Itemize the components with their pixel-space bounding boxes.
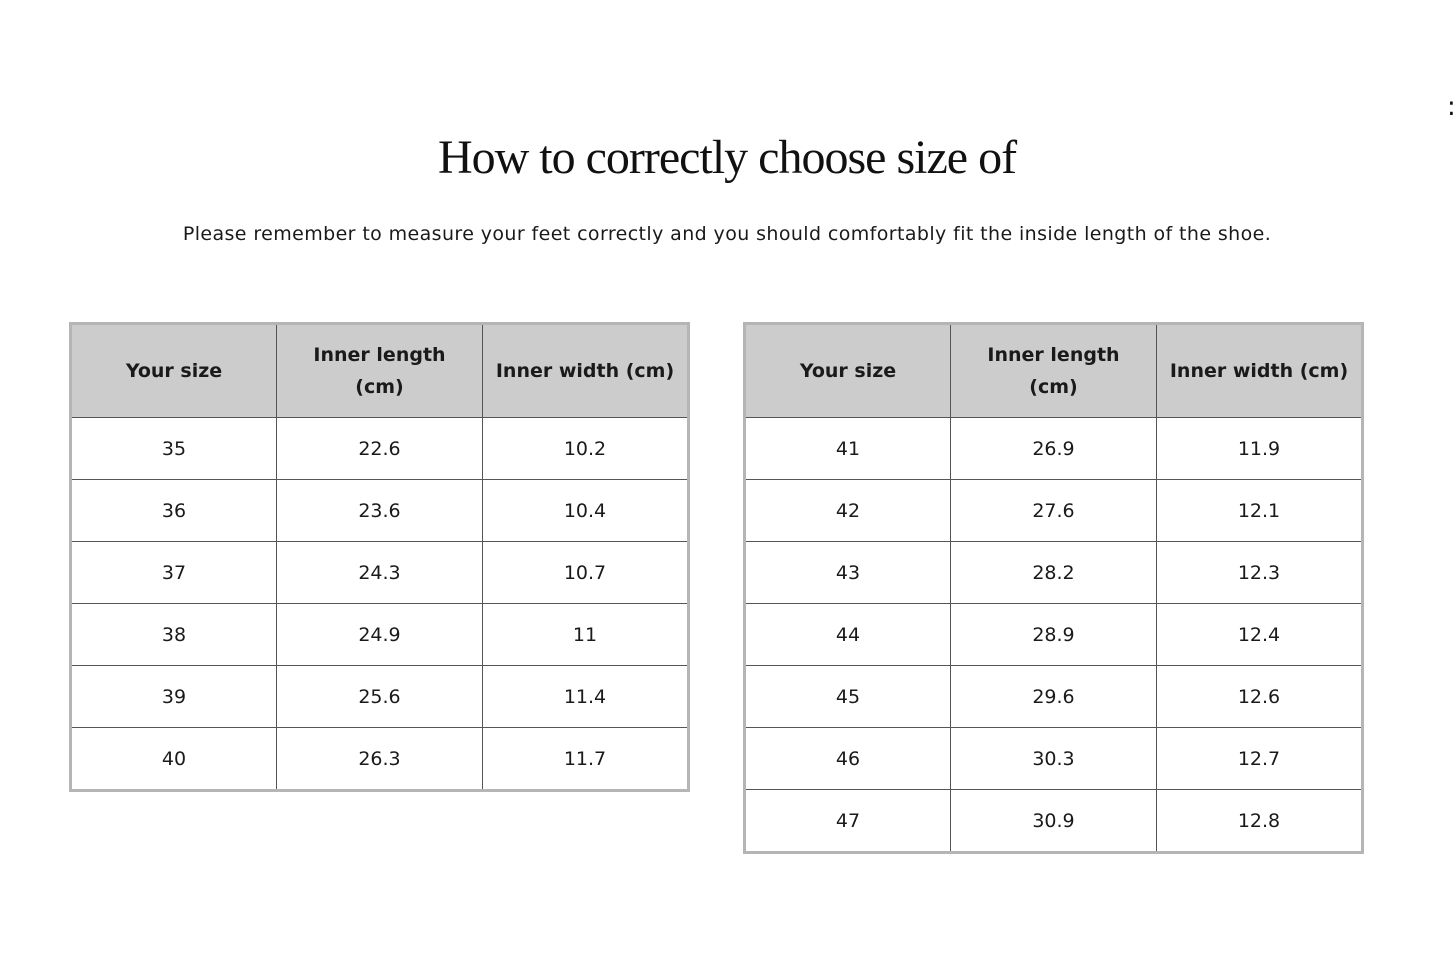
table-row [71, 728, 689, 791]
cell-length: 22.6 [277, 418, 483, 480]
cell-width: 12.3 [1157, 542, 1363, 604]
table-row [745, 542, 1363, 604]
cell-length: 26.3 [277, 728, 483, 791]
cell-length: 28.2 [951, 542, 1157, 604]
cell-width: 11.7 [563, 747, 607, 770]
cell-length: 30.9 [951, 790, 1157, 853]
table-row [71, 480, 689, 542]
cell-size: 39 [71, 666, 277, 728]
table-header-row [745, 324, 1363, 418]
edge-glyph: : [1447, 92, 1456, 122]
cell-size: 41 [745, 418, 951, 480]
table-row [745, 418, 1363, 480]
table-row [745, 480, 1363, 542]
cell-size: 43 [745, 542, 951, 604]
cell-size: 40 [71, 728, 277, 791]
cell-size: 38 [71, 604, 277, 666]
cell-length: 23.6 [277, 480, 483, 542]
table-row [745, 666, 1363, 728]
header-inner-width: Inner width (cm) [1157, 324, 1363, 418]
page-subtitle: Please remember to measure your feet correctly and you should comfortably fit the inside length of the shoe. [182, 223, 1272, 245]
cell-width: 10.2 [483, 418, 689, 480]
table-row [71, 604, 689, 666]
cell-width: 12.8 [1237, 809, 1281, 832]
cell-size: 36 [71, 480, 277, 542]
header-inner-length: Inner length (cm) [277, 324, 483, 418]
table-row [71, 666, 689, 728]
header-inner-length: Inner length (cm) [951, 324, 1157, 418]
table-header-row [71, 324, 689, 418]
cell-size: 45 [745, 666, 951, 728]
cell-size: 42 [745, 480, 951, 542]
cell-width: 12.7 [1157, 728, 1363, 790]
header-inner-width: Inner width (cm) [483, 324, 689, 418]
header-your-size: Your size [745, 324, 951, 418]
cell-width: 12.4 [1157, 604, 1363, 666]
cell-length: 29.6 [951, 666, 1157, 728]
size-table-small [69, 322, 690, 792]
cell-width: 10.7 [483, 542, 689, 604]
cell-length: 24.3 [277, 542, 483, 604]
table-row [745, 790, 1363, 853]
cell-size: 37 [71, 542, 277, 604]
cell-width: 11 [483, 604, 689, 666]
cell-size: 46 [745, 728, 951, 790]
cell-length: 28.9 [951, 604, 1157, 666]
table-row [745, 728, 1363, 790]
header-your-size: Your size [71, 324, 277, 418]
cell-width: 11.4 [483, 666, 689, 728]
cell-length: 27.6 [951, 480, 1157, 542]
table-row [745, 604, 1363, 666]
table-row [71, 542, 689, 604]
page-title: How to correctly choose size of [437, 131, 1017, 184]
cell-length: 24.9 [277, 604, 483, 666]
cell-size: 44 [745, 604, 951, 666]
cell-width: 12.1 [1157, 480, 1363, 542]
cell-width: 12.6 [1157, 666, 1363, 728]
table-row [71, 418, 689, 480]
cell-length: 30.3 [951, 728, 1157, 790]
cell-length: 26.9 [951, 418, 1157, 480]
size-table-large [743, 322, 1364, 854]
cell-size: 47 [745, 790, 951, 853]
cell-length: 25.6 [277, 666, 483, 728]
cell-size: 35 [71, 418, 277, 480]
cell-width: 10.4 [483, 480, 689, 542]
cell-width: 11.9 [1157, 418, 1363, 480]
